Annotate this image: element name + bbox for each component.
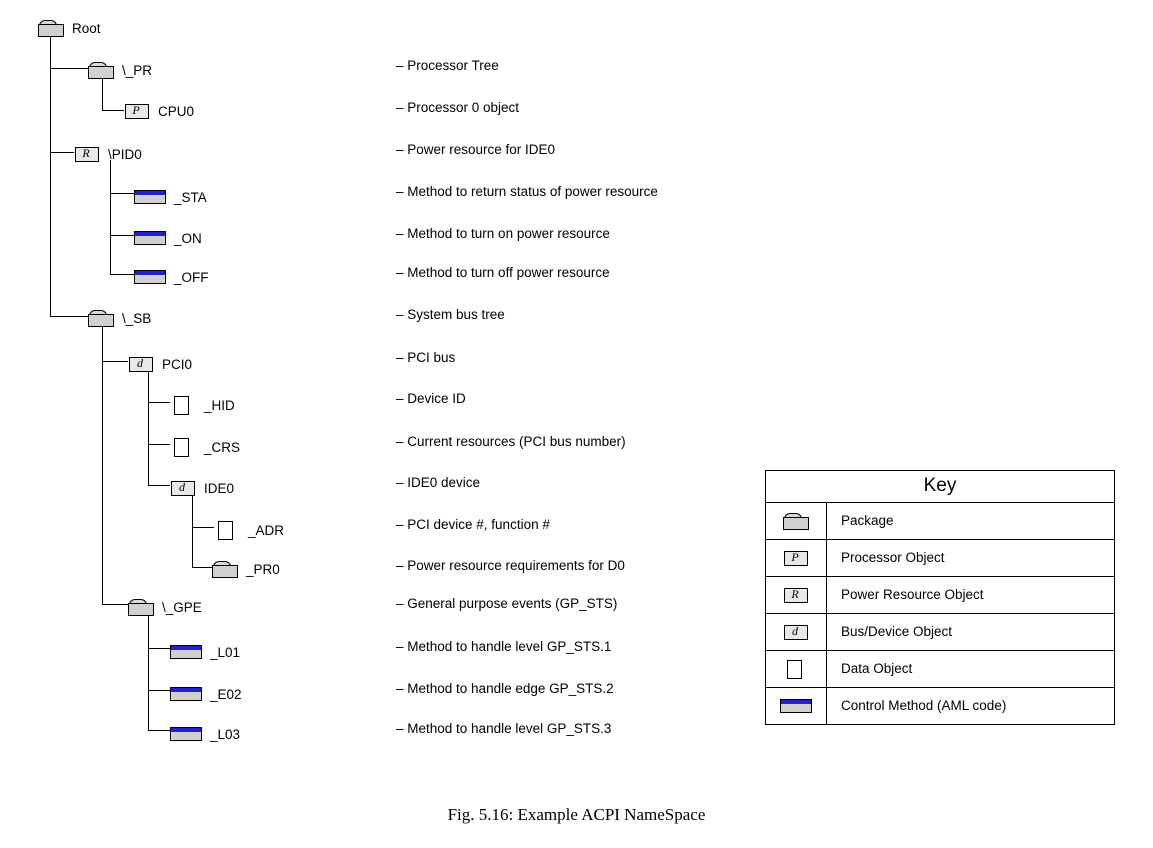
tree-node-off[interactable] — [134, 264, 209, 290]
processor-object-icon: P — [783, 549, 809, 567]
tree-node-pr0[interactable] — [212, 556, 280, 582]
legend-row-data-object — [766, 651, 1114, 688]
tree-node-crs[interactable] — [170, 434, 240, 460]
control-method-icon — [170, 687, 202, 702]
tree-node-gpe[interactable] — [128, 594, 202, 620]
control-method-icon — [170, 727, 202, 742]
tree-node-label: \PID0 — [108, 146, 142, 162]
tree-node-label: Root — [72, 20, 101, 36]
tree-node-description: – PCI bus — [396, 350, 456, 365]
tree-node-label: IDE0 — [204, 480, 235, 496]
tree-node-label: _PR0 — [246, 561, 280, 577]
tree-line-ide0-to-pr0 — [192, 567, 214, 568]
tree-line-gpe-to-e02 — [148, 690, 170, 691]
tree-line-pid0-vertical — [110, 160, 111, 274]
tree-line-sb-to-pci0 — [102, 361, 128, 362]
legend-row-power-resource — [766, 577, 1114, 614]
tree-node-label: PCI0 — [162, 356, 193, 372]
tree-node-label: _OFF — [174, 269, 209, 285]
tree-node-description: – Method to handle edge GP_STS.2 — [396, 681, 614, 696]
package-icon — [783, 513, 809, 530]
control-method-icon — [134, 190, 166, 205]
control-method-icon — [170, 645, 202, 660]
package-icon — [212, 561, 238, 578]
tree-node-description: – Method to handle level GP_STS.1 — [396, 639, 612, 654]
tree-node-description: – Device ID — [396, 391, 466, 406]
legend-label: Data Object — [841, 660, 913, 676]
tree-node-description: – Processor Tree — [396, 58, 499, 73]
tree-line-sb-vertical — [102, 324, 103, 604]
tree-node-on[interactable] — [134, 225, 202, 251]
tree-node-label: _ON — [174, 230, 202, 246]
processor-object-icon: P — [124, 102, 150, 120]
legend-label: Processor Object — [841, 549, 945, 565]
power-resource-object-icon: R — [783, 586, 809, 604]
tree-node-sb[interactable] — [88, 305, 151, 331]
data-object-icon — [783, 660, 809, 679]
package-icon — [38, 20, 64, 37]
legend-icon-cell — [766, 503, 827, 539]
tree-node-description: – Method to turn on power resource — [396, 226, 610, 241]
legend-icon-cell — [766, 540, 827, 576]
legend-row-package — [766, 503, 1114, 540]
legend-title: Key — [766, 471, 1114, 503]
legend-label: Control Method (AML code) — [841, 697, 1007, 713]
tree-node-description: – Method to handle level GP_STS.3 — [396, 721, 612, 736]
control-method-icon — [134, 231, 166, 246]
tree-node-pid0[interactable] — [74, 141, 142, 167]
legend-row-processor — [766, 540, 1114, 577]
tree-line-ide0-vertical — [192, 493, 193, 567]
legend-label: Package — [841, 512, 894, 528]
tree-line-ide0-to-adr — [192, 527, 214, 528]
tree-line-gpe-to-l03 — [148, 730, 170, 731]
tree-node-label: _STA — [174, 189, 207, 205]
tree-line-pid0-to-on — [110, 235, 134, 236]
tree-node-label: CPU0 — [158, 103, 195, 119]
tree-line-gpe-vertical — [148, 612, 149, 730]
tree-node-root[interactable] — [38, 15, 101, 41]
tree-node-description: – General purpose events (GP_STS) — [396, 596, 618, 611]
control-method-icon — [780, 699, 812, 714]
control-method-icon — [134, 270, 166, 285]
tree-node-hid[interactable] — [170, 392, 235, 418]
tree-line-pr-to-cpu0 — [102, 110, 124, 111]
tree-node-label: \_PR — [122, 62, 153, 78]
legend-label: Bus/Device Object — [841, 623, 953, 639]
tree-line-root-vertical — [50, 28, 51, 316]
tree-line-pid0-to-off — [110, 274, 134, 275]
tree-node-description: – PCI device #, function # — [396, 517, 550, 532]
tree-line-gpe-to-l01 — [148, 648, 170, 649]
bus-device-object-icon: d — [170, 479, 196, 497]
tree-node-pr[interactable] — [88, 57, 152, 83]
tree-node-label: _E02 — [210, 686, 242, 702]
tree-node-description: – Power resource for IDE0 — [396, 142, 556, 157]
legend-label: Power Resource Object — [841, 586, 984, 602]
tree-line-pci0-to-ide0 — [148, 485, 170, 486]
package-icon — [88, 310, 114, 327]
tree-node-description: – Power resource requirements for D0 — [396, 558, 625, 573]
data-object-icon — [170, 396, 196, 415]
tree-line-pci0-vertical — [148, 369, 149, 485]
tree-line-sb-to-gpe — [102, 604, 128, 605]
tree-node-label: _CRS — [204, 439, 241, 455]
tree-node-description: – Method to return status of power resource — [396, 184, 658, 199]
legend-row-control-method — [766, 688, 1114, 724]
legend-icon-cell — [766, 577, 827, 613]
tree-node-label: \_SB — [122, 310, 152, 326]
tree-node-label: _HID — [204, 397, 235, 413]
data-object-icon — [170, 438, 196, 457]
tree-line-pid0-to-sta — [110, 193, 134, 194]
tree-line-root-to-pid0 — [50, 152, 74, 153]
tree-line-root-to-sb — [50, 316, 90, 317]
tree-node-description: – Processor 0 object — [396, 100, 520, 115]
power-resource-object-icon: R — [74, 145, 100, 163]
tree-node-description: – Current resources (PCI bus number) — [396, 434, 626, 449]
package-icon — [128, 599, 154, 616]
tree-node-l03[interactable] — [170, 721, 240, 747]
tree-node-cpu0[interactable] — [124, 98, 194, 124]
tree-line-root-to-pr — [50, 68, 90, 69]
tree-node-e02[interactable] — [170, 681, 242, 707]
tree-node-pci0[interactable] — [128, 351, 192, 377]
tree-node-label: \_GPE — [162, 599, 202, 615]
tree-node-label: _L01 — [210, 644, 241, 660]
tree-node-l01[interactable] — [170, 639, 240, 665]
bus-device-object-icon: d — [783, 623, 809, 641]
tree-line-pci0-to-hid — [148, 402, 170, 403]
legend-icon-cell — [766, 614, 827, 650]
bus-device-object-icon: d — [128, 355, 154, 373]
legend-key-box — [765, 470, 1115, 725]
legend-icon-cell — [766, 651, 827, 687]
tree-node-description: – Method to turn off power resource — [396, 265, 610, 280]
tree-line-pci0-to-crs — [148, 444, 170, 445]
legend-icon-cell — [766, 688, 827, 724]
tree-node-sta[interactable] — [134, 184, 207, 210]
tree-node-label: _L03 — [210, 726, 241, 742]
figure-caption: Fig. 5.16: Example ACPI NameSpace — [447, 805, 706, 824]
package-icon — [88, 62, 114, 79]
tree-node-label: _ADR — [248, 522, 285, 538]
tree-node-description: – IDE0 device — [396, 475, 481, 490]
tree-node-adr[interactable] — [214, 517, 284, 543]
tree-node-ide0[interactable] — [170, 475, 234, 501]
data-object-icon — [214, 521, 240, 540]
legend-row-bus-device — [766, 614, 1114, 651]
tree-node-description: – System bus tree — [396, 307, 505, 322]
